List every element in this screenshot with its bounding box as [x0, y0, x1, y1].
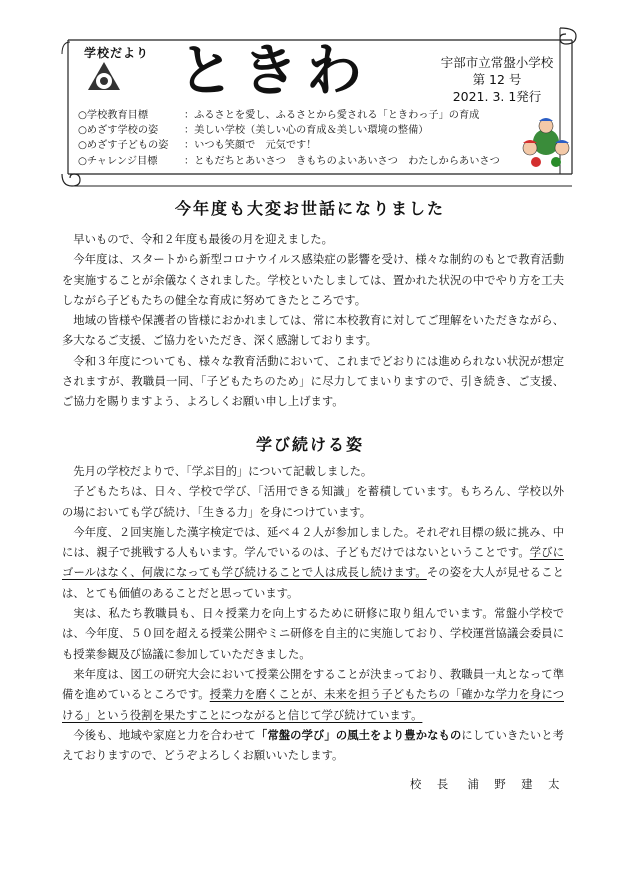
- text-run: にしていきたいと考えておりますので、どうぞよろしくお願いいたします。: [62, 728, 564, 763]
- goal-row: [78, 108, 518, 123]
- section-heading: 学び続ける姿: [255, 435, 364, 454]
- goal-value: ：美しい学校（美しい心の育成＆美しい環境の整備）: [184, 125, 429, 137]
- newsletter-badge: 学校だより: [84, 46, 150, 60]
- underlined-text: 学びにゴールはなく、何歳になっても学び続けることで人は成長し続けます。: [62, 546, 564, 580]
- newsletter-title: ときわ: [178, 39, 370, 104]
- goal-row: [78, 138, 518, 153]
- school-emblem-icon: [86, 60, 122, 96]
- paragraph: 先月の学校だよりで、「学ぶ目的」について記載しました。: [73, 465, 373, 478]
- goal-label: ○学校教育目標: [78, 110, 149, 121]
- bold-text: 「常盤の学び」の風土をより豊かなもの: [255, 728, 462, 742]
- section-heading: 今年度も大変お世話になりました: [174, 199, 445, 218]
- challenge-item: わたしからあいさつ: [408, 155, 500, 167]
- goal-row: [78, 123, 518, 138]
- paragraph: [62, 726, 564, 767]
- goal-value: ：いつも笑顔で 元気です！: [184, 140, 317, 152]
- school-goals: [78, 108, 518, 169]
- text-run: 今年度、２回実施した漢字検定では、延べ４２人が参加しました。それぞれ目標の級に挑み、中には、親子で挑戦する人もいます。学んでいるのは、子どもだけではないということです。: [62, 525, 564, 560]
- publication-info: [412, 54, 582, 105]
- challenge-values: ：ともだちとあいさつ きもちのよいあいさつ わたしからあいさつ: [184, 155, 500, 167]
- challenge-label: ○チャレンジ目標: [78, 155, 158, 167]
- challenge-item: きもちのよいあいさつ: [296, 155, 398, 167]
- paragraph: 地域の皆様や保護者の皆様におかれましては、常に本校教育に対してご理解をいただきながら、多大なるご支援、ご協力をいただき、深く感謝しております。: [62, 314, 564, 348]
- section2-body: [62, 462, 564, 766]
- paragraph: 子どもたちは、日々、学校で学び、「活用できる知識」を蓄積しています。もちろん、学校以外の場においても学び続け、「生きる力」を身につけています。: [62, 485, 564, 519]
- paragraph: [62, 523, 564, 604]
- issue-date: 2021. 3. 1発行: [452, 89, 542, 104]
- issue-number: 第 12 号: [472, 72, 522, 87]
- goal-label: ○めざす学校の姿: [78, 125, 159, 137]
- goal-label: ○めざす子どもの姿: [78, 140, 169, 152]
- challenge-row: [78, 154, 518, 169]
- text-run: 今後も、地域や家庭と力を合わせて: [73, 728, 256, 742]
- underlined-text: 授業力を磨くことが、未来を担う子どもたちの「確かな学力を身につける」という役割を果たすことにつながると信じて学び続けています。: [62, 688, 564, 722]
- paragraph: 早いもので、令和２年度も最後の月を迎えました。: [73, 233, 333, 246]
- text-run: 来年度は、図工の研究大会において授業公開をすることが決まっており、教職員一丸となって準備を進めているところです。: [62, 667, 564, 702]
- children-mascot-icon: [516, 112, 576, 172]
- text-run: その姿を大人が見せることは、とても価値のあることだと思っています。: [62, 566, 564, 600]
- section1-body: [62, 230, 564, 413]
- paragraph: [62, 665, 564, 726]
- paragraph: 令和３年度についても、様々な教育活動において、これまでどおりには進められない状況が想定されますが、教職員一同、「子どもたちのため」に尽力してまいりますので、引き続き、ご支援、ご協力を賜りますよう、よろしくお願い申し上げます。: [62, 354, 564, 409]
- challenge-item: ともだちとあいさつ: [194, 155, 286, 167]
- school-name: 宇部市立常盤小学校: [440, 55, 554, 70]
- principal-signature: 校 長 浦 野 建 太: [410, 778, 564, 791]
- paragraph: 実は、私たち教職員も、日々授業力を向上するために研修に取り組んでいます。常盤小学校では、今年度、５０回を超える授業公開やミニ研修を自主的に実施しており、学校運営協議会委員にも授業参観及び協議に参加していただきました。: [62, 607, 564, 661]
- goal-value: ：ふるさとを愛し、ふるさとから愛される「ときわっ子」の育成: [184, 110, 480, 121]
- paragraph: 今年度は、スタートから新型コロナウイルス感染症の影響を受け、様々な制約のもとで教育活動を実施することが余儀なくされました。学校といたしましては、置かれた状況の中でやり方を工夫しながら子どもたちの健全な育成に努めてきたところです。: [62, 253, 564, 307]
